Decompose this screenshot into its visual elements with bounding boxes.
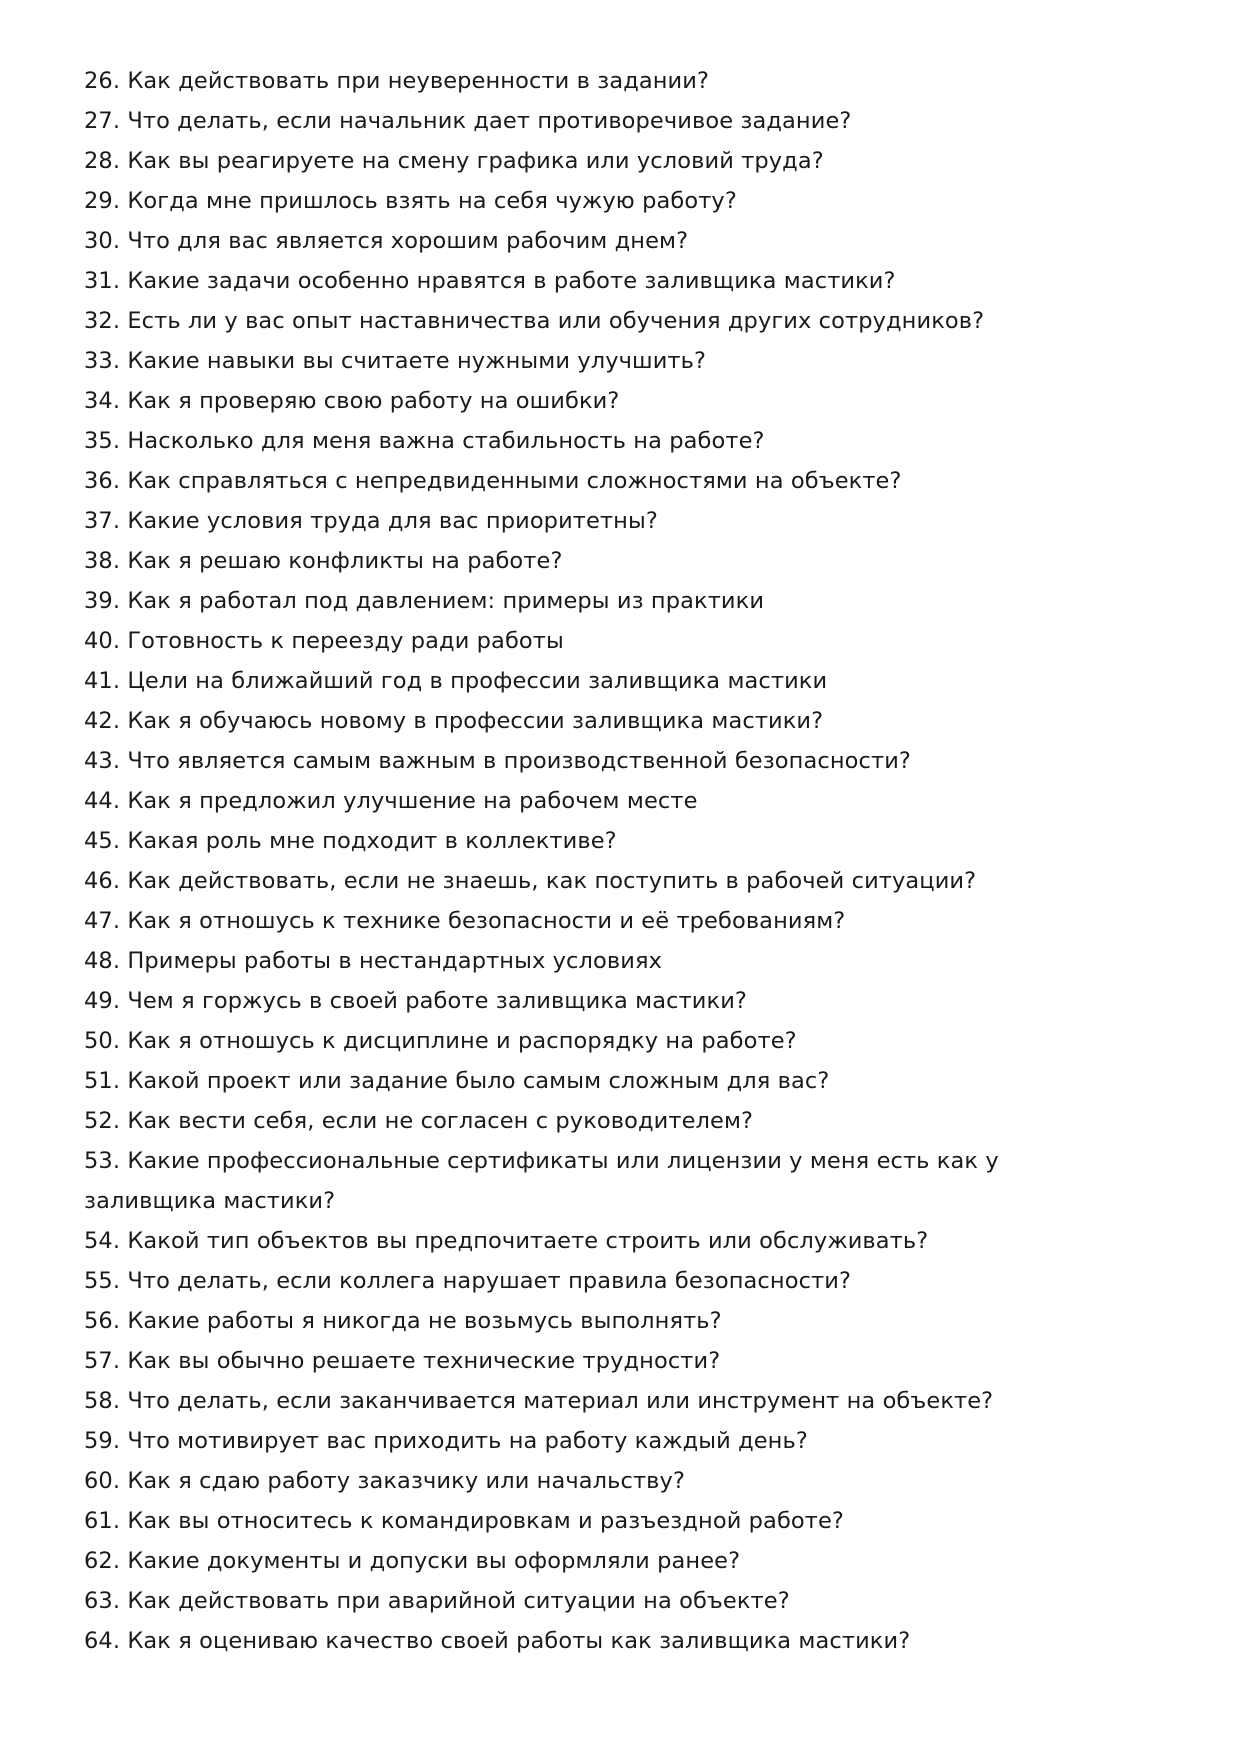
list-item: 61. Как вы относитесь к командировкам и разъездной работе? xyxy=(84,1508,844,1534)
list-item: 50. Как я отношусь к дисциплине и распорядку на работе? xyxy=(84,1028,797,1054)
list-item: 57. Как вы обычно решаете технические трудности? xyxy=(84,1348,721,1374)
list-item: 58. Что делать, если заканчивается материал или инструмент на объекте? xyxy=(84,1388,994,1414)
list-item: 33. Какие навыки вы считаете нужными улучшить? xyxy=(84,348,707,374)
list-item: 38. Как я решаю конфликты на работе? xyxy=(84,548,563,574)
list-item: 64. Как я оцениваю качество своей работы как заливщика мастики? xyxy=(84,1628,911,1654)
list-item: 63. Как действовать при аварийной ситуации на объекте? xyxy=(84,1588,790,1614)
list-item: 31. Какие задачи особенно нравятся в работе заливщика мастики? xyxy=(84,268,896,294)
list-item: 45. Какая роль мне подходит в коллективе? xyxy=(84,828,617,854)
list-item: 32. Есть ли у вас опыт наставничества или обучения других сотрудников? xyxy=(84,308,985,334)
list-item: 35. Насколько для меня важна стабильность на работе? xyxy=(84,428,765,454)
list-item: 42. Как я обучаюсь новому в профессии заливщика мастики? xyxy=(84,708,824,734)
list-item: 43. Что является самым важным в производственной безопасности? xyxy=(84,748,911,774)
list-item: 55. Что делать, если коллега нарушает правила безопасности? xyxy=(84,1268,852,1294)
list-item: 27. Что делать, если начальник дает противоречивое задание? xyxy=(84,108,852,134)
list-item: 60. Как я сдаю работу заказчику или начальству? xyxy=(84,1468,685,1494)
list-item: 52. Как вести себя, если не согласен с руководителем? xyxy=(84,1108,754,1134)
list-item: 41. Цели на ближайший год в профессии заливщика мастики xyxy=(84,668,828,694)
list-item: 30. Что для вас является хорошим рабочим днем? xyxy=(84,228,689,254)
list-item: 48. Примеры работы в нестандартных условиях xyxy=(84,948,662,974)
list-item: 28. Как вы реагируете на смену графика или условий труда? xyxy=(84,148,824,174)
list-item: 49. Чем я горжусь в своей работе заливщика мастики? xyxy=(84,988,747,1014)
list-item: 54. Какой тип объектов вы предпочитаете строить или обслуживать? xyxy=(84,1228,929,1254)
list-item: 51. Какой проект или задание было самым сложным для вас? xyxy=(84,1068,830,1094)
list-item: 26. Как действовать при неуверенности в задании? xyxy=(84,68,710,94)
list-item: 34. Как я проверяю свою работу на ошибки? xyxy=(84,388,620,414)
list-item: 47. Как я отношусь к технике безопасности и её требованиям? xyxy=(84,908,846,934)
list-item: 40. Готовность к переезду ради работы xyxy=(84,628,564,654)
question-list xyxy=(84,61,1094,1661)
list-item: 36. Как справляться с непредвиденными сложностями на объекте? xyxy=(84,468,902,494)
list-item: 46. Как действовать, если не знаешь, как поступить в рабочей ситуации? xyxy=(84,868,977,894)
list-item: 59. Что мотивирует вас приходить на работу каждый день? xyxy=(84,1428,808,1454)
list-item: 37. Какие условия труда для вас приоритетны? xyxy=(84,508,658,534)
list-item: 56. Какие работы я никогда не возьмусь выполнять? xyxy=(84,1308,722,1334)
list-item: 29. Когда мне пришлось взять на себя чужую работу? xyxy=(84,188,737,214)
list-item: 44. Как я предложил улучшение на рабочем месте xyxy=(84,788,698,814)
list-item: 39. Как я работал под давлением: примеры из практики xyxy=(84,588,765,614)
list-item: 53. Какие профессиональные сертификаты или лицензии у меня есть как у заливщика мастики? xyxy=(84,1148,999,1214)
list-item: 62. Какие документы и допуски вы оформляли ранее? xyxy=(84,1548,741,1574)
